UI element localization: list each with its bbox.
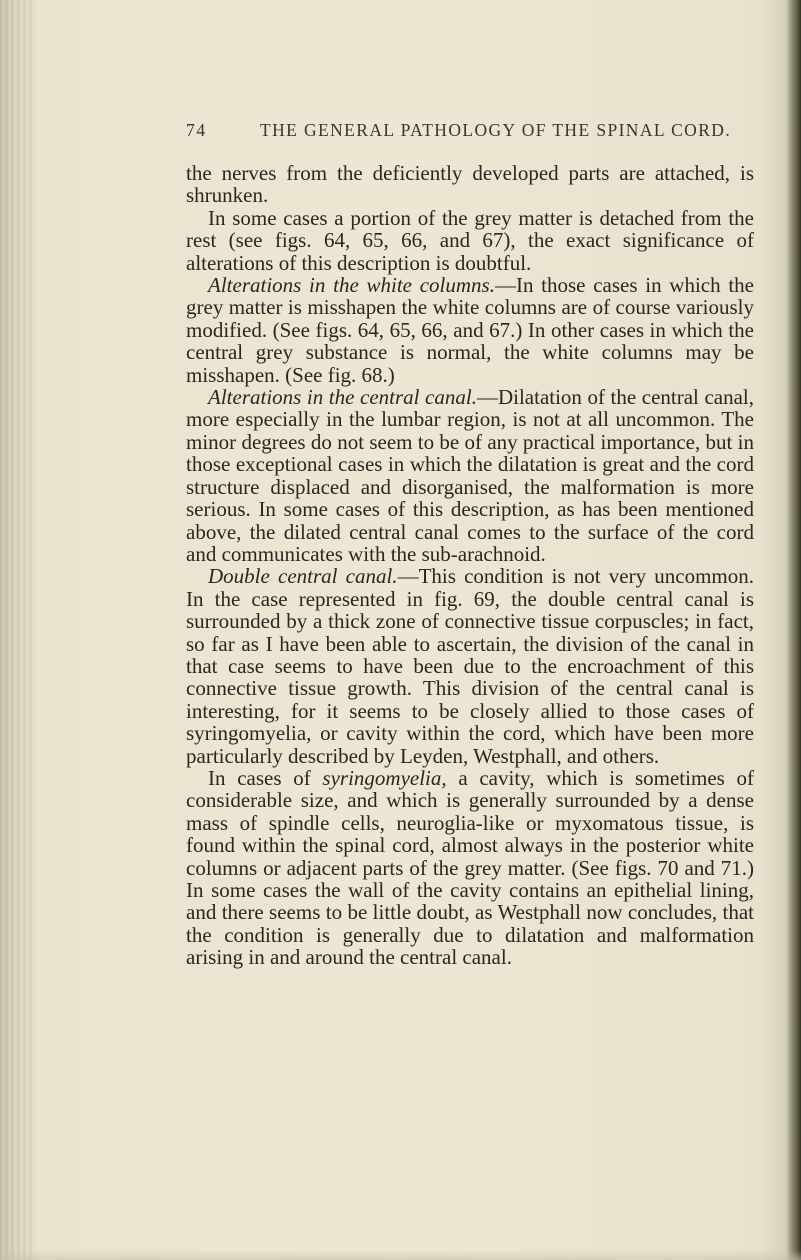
page-binding-shadow — [0, 0, 34, 1260]
paragraph-text-rest: a cavity, which is sometimes of considerable size, and which is generally surrounded by a dense mass of spindle cells, neuroglia-like or myxomatous tissue, is found within the spinal cord, almost always in the posterior white columns or adjacent parts of the grey matter. (See figs. 70 and 71.) In some cases the wall of the cavity contains an epithelial lining, and there seems to be little doubt, as Westphall now concludes, that the condition is generally due to dilatation and malformation arising in and around the central canal. — [186, 765, 755, 970]
section-lead-double-canal: Double central canal. — [208, 564, 398, 589]
page-right-edge-shadow — [787, 0, 801, 1260]
section-lead-white-columns: Alterations in the white columns. — [208, 273, 495, 298]
paragraph-text: —This condition is not very uncommon. In the case represented in fig. 69, the double central canal is surrounded by a thick zone of connective tissue corpuscles; in fact, so far as I have been able to ascertain, the division of the canal in that case seems to have been due to the encroachment of this connective tissue growth. This division of the central canal is interesting, for it seems to be closely allied to those cases of syringomyelia, or cavity within the cord, which have been more particularly described by Leyden, Westphall, and others. — [186, 564, 754, 768]
page-bottom-edge — [0, 1250, 801, 1260]
page-number: 74 — [186, 120, 207, 140]
paragraph-text-start: In cases of — [208, 765, 323, 790]
paragraph-double-central-canal — [186, 565, 754, 767]
paragraph-text: —Dilatation of the central canal, more especially in the lumbar region, is not at all uncommon. The minor degrees do not seem to be of any practical importance, but in those exceptional cases in which the dilatation is great and the cord structure displaced and disorganised, the malformation is more serious. In some cases of this description, as has been mentioned above, the dilated central canal comes to the surface of the cord and communicates with the sub-arachnoid. — [186, 385, 754, 566]
paragraph-text: —In those cases in which the grey matter is misshapen the white columns are of course variously modified. (See figs. 64, 65, 66, and 67.) In other cases in which the central grey substance is normal, the white columns may be misshapen. (See fig. 68.) — [186, 273, 754, 387]
paragraph-syringomyelia — [186, 767, 754, 969]
paragraph-central-canal — [186, 386, 754, 565]
paragraph-white-columns — [186, 274, 754, 386]
term-syringomyelia: syringomyelia, — [322, 765, 447, 790]
paragraph-grey-matter-detached — [186, 207, 754, 274]
paragraph-continuation — [186, 162, 754, 207]
section-lead-central-canal: Alterations in the central canal. — [208, 385, 477, 410]
running-title: THE GENERAL PATHOLOGY OF THE SPINAL CORD. — [260, 120, 732, 140]
paragraph-text: In some cases a portion of the grey matter is detached from the rest (see figs. 64, 65, 66, and 67), the exact significance of alterations of this description is doubtful. — [186, 205, 754, 275]
body-text — [186, 162, 754, 969]
paragraph-text: the nerves from the deficiently developed parts are attached, is shrunken. — [186, 161, 754, 208]
